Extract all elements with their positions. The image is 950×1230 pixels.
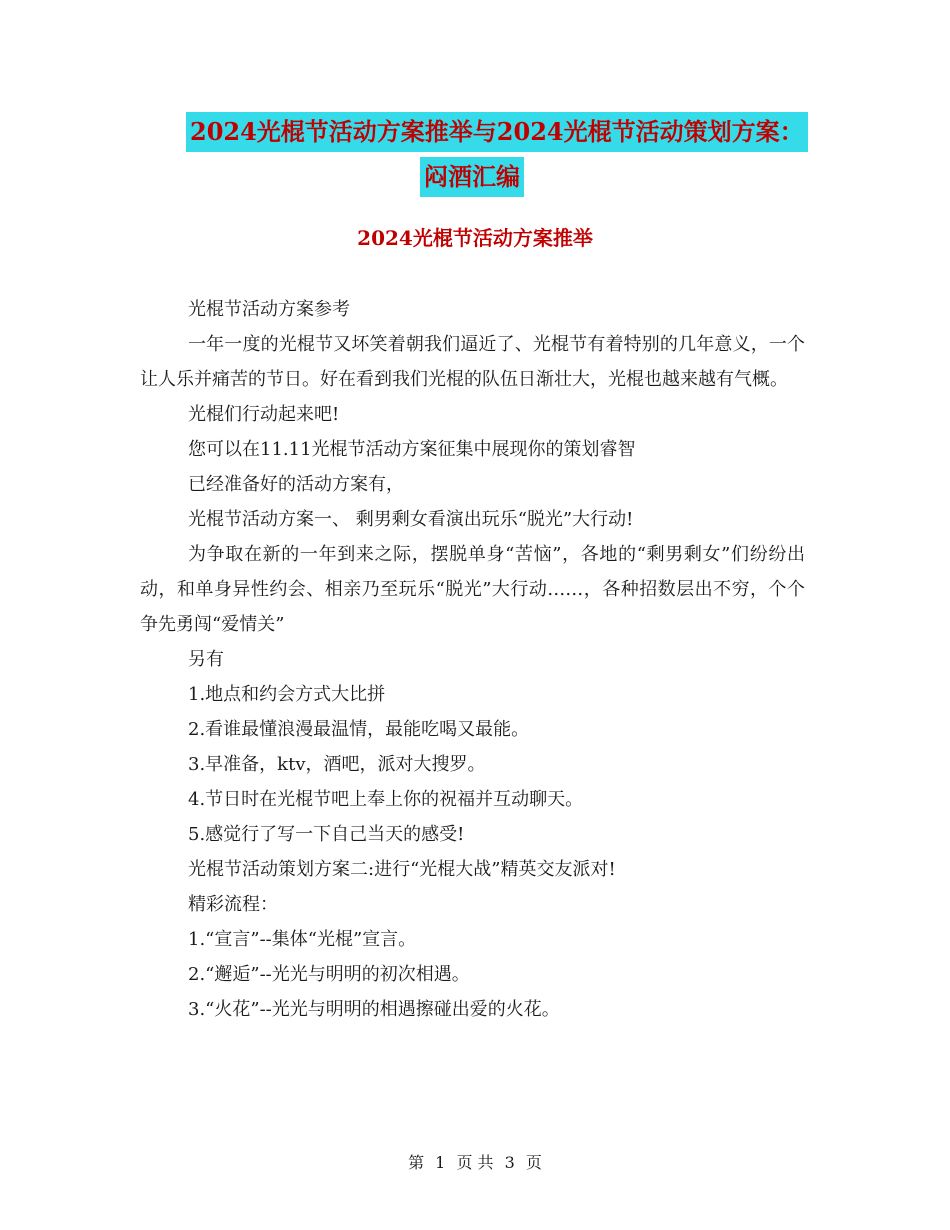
list-item: 4.节日时在光棍节吧上奉上你的祝福并互动聊天。: [188, 789, 584, 810]
list-item: 1.地点和约会方式大比拼: [188, 684, 386, 705]
paragraph: 已经准备好的活动方案有，: [188, 474, 404, 495]
paragraph: 精彩流程：: [188, 894, 278, 915]
list-item: 2.看谁最懂浪漫最温情，最能吃喝又最能。: [188, 719, 530, 740]
list-item: 3.“火花”--光光与明明的相遇擦碰出爱的火花。: [188, 999, 560, 1020]
document-body: [140, 292, 805, 1027]
footer-middle: 页 共: [456, 1153, 494, 1172]
paragraph: 您可以在11.11光棍节活动方案征集中展现你的策划睿智: [188, 439, 636, 460]
footer-suffix: 页: [525, 1153, 542, 1172]
list-item: 5.感觉行了写一下自己当天的感受!: [188, 824, 465, 845]
paragraph: 光棍节活动方案参考: [188, 299, 350, 320]
paragraph: 一年一度的光棍节又坏笑着朝我们逼近了、光棍节有着特别的几年意义，一个让人乐并痛苦的节日。好在看到我们光棍的队伍日渐壮大，光棍也越来越有气概。: [140, 334, 805, 390]
page-footer: [0, 1150, 950, 1173]
title-line-2: 闷酒汇编: [420, 157, 524, 197]
list-item: 1.“宣言”--集体“光棍”宣言。: [188, 929, 417, 950]
list-item: 3.早准备，ktv，酒吧，派对大搜罗。: [188, 754, 486, 775]
paragraph: 光棍节活动策划方案二:进行“光棍大战”精英交友派对!: [188, 859, 616, 880]
paragraph: 另有: [188, 649, 224, 670]
footer-total-pages: 3: [504, 1153, 515, 1172]
section-heading: 2024光棍节活动方案推举: [357, 226, 593, 250]
footer-prefix: 第: [408, 1153, 425, 1172]
paragraph: 光棍们行动起来吧!: [188, 404, 340, 425]
paragraph: 为争取在新的一年到来之际，摆脱单身“苦恼”，各地的“剩男剩女”们纷纷出动，和单身异性约会、相亲乃至玩乐“脱光”大行动……，各种招数层出不穷，个个争先勇闯“爱情关”: [140, 544, 805, 635]
list-item: 2.“邂逅”--光光与明明的初次相遇。: [188, 964, 470, 985]
paragraph: 光棍节活动方案一、 剩男剩女看演出玩乐“脱光”大行动!: [188, 509, 634, 530]
footer-page-number: 1: [435, 1153, 446, 1172]
title-line-1: 2024光棍节活动方案推举与2024光棍节活动策划方案：: [186, 112, 808, 152]
